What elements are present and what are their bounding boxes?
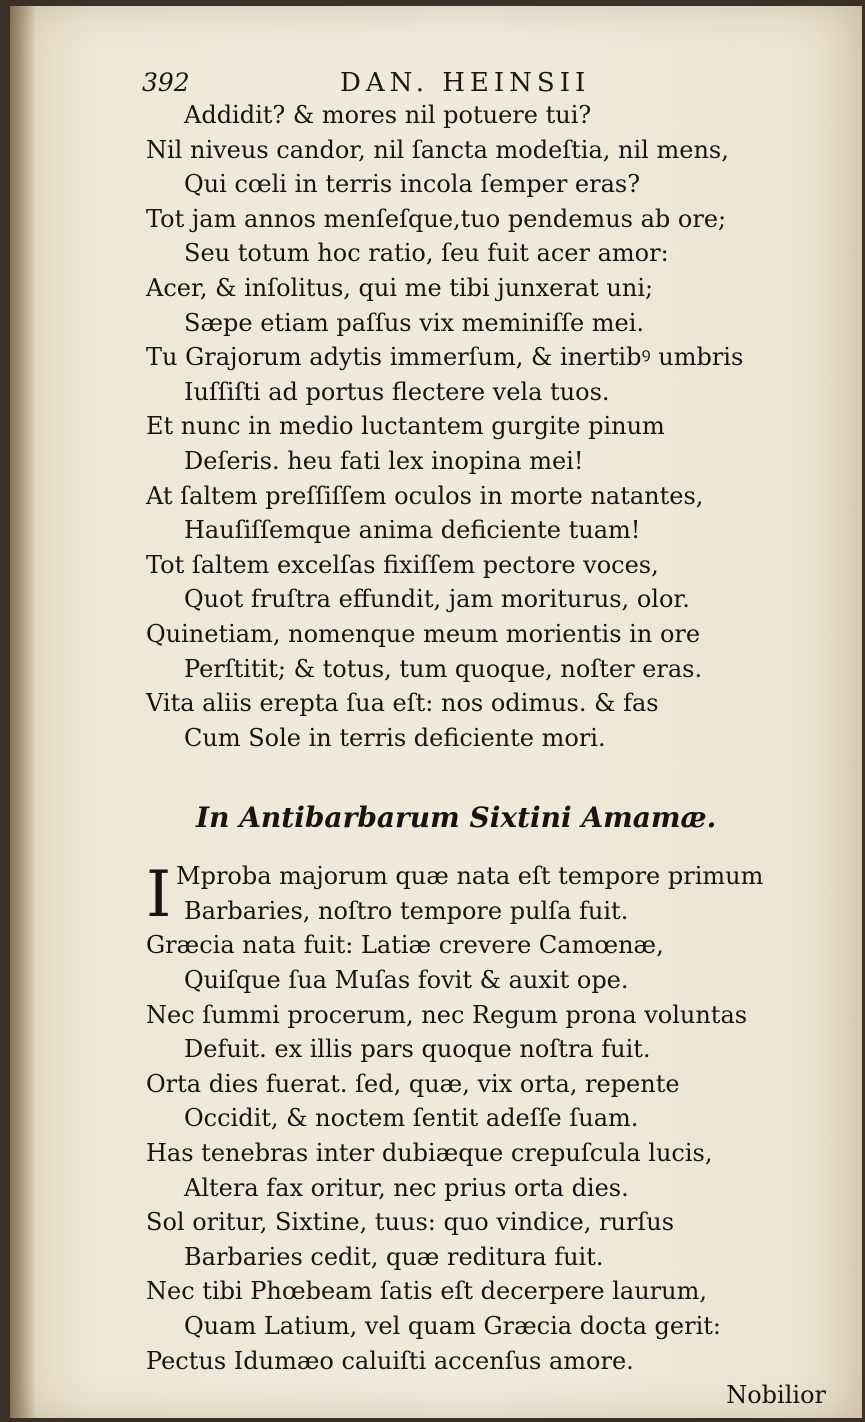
verse-line: Pectus Idumæo caluiſti accenſus amore. — [146, 1346, 634, 1375]
verse-line: Quinetiam, nomenque meum morientis in ore — [146, 619, 701, 648]
verse-line: Græcia nata fuit: Latiæ crevere Camœnæ, — [146, 931, 664, 960]
verse-line: Defuit. ex illis pars quoque noſtra fuit. — [184, 1035, 651, 1064]
first-line-text: Mproba majorum quæ nata eſt tempore primum — [176, 862, 764, 891]
verse-line: Has tenebras inter dubiæque crepuſcula lucis, — [146, 1139, 713, 1168]
verse-line: Et nunc in medio luctantem gurgite pinum — [146, 412, 665, 441]
catchword: Nobilior — [726, 1381, 826, 1410]
verse-line: Occidit, & noctem ſentit adeſſe ſuam. — [184, 1104, 639, 1133]
page-number: 392 — [142, 68, 190, 97]
verse-line: Nil niveus candor, nil ſancta modeſtia, nil mens, — [146, 135, 729, 164]
running-head — [142, 68, 702, 98]
verse-line: At ſaltem preſſiſſem oculos in morte natantes, — [146, 481, 704, 510]
drop-cap: I — [146, 858, 172, 933]
verse-line: Quot fruſtra effundit, jam moriturus, olor. — [184, 585, 690, 614]
verse-line: Iuſſiſti ad portus flectere vela tuos. — [184, 377, 610, 406]
verse-line: Deſeris. heu fati lex inopina mei! — [184, 446, 584, 475]
verse-line: Barbaries, noſtro tempore pulſa fuit. — [184, 896, 629, 925]
verse-line: Cum Sole in terris deficiente mori. — [184, 723, 606, 752]
verse-line: Nec ſummi procerum, nec Regum prona voluntas — [146, 1000, 748, 1029]
verse-line: Hauſiſſemque anima deficiente tuam! — [184, 516, 641, 545]
verse-line: Orta dies fuerat. ſed, quæ, vix orta, repente — [146, 1069, 680, 1098]
verse-line: Altera fax oritur, nec prius orta dies. — [184, 1173, 629, 1202]
verse-line: Tu Grajorum adytis immerſum, & inertibꝰ umbris — [146, 343, 744, 372]
poem-title: In Antibarbarum Sixtini Amamæ. — [196, 801, 717, 835]
verse-line: Addidit? & mores nil potuere tui? — [184, 101, 592, 129]
text-block — [146, 98, 846, 1413]
running-head-title: DAN. HEINSII — [340, 68, 591, 98]
verse-line: Quiſque ſua Muſas fovit & auxit ope. — [184, 966, 629, 995]
verse-line: Vita aliis erepta ſua eſt: nos odimus. & fas — [146, 689, 659, 718]
verse-line: Tot jam annos menſeſque,tuo pendemus ab ore; — [146, 204, 727, 233]
verse-line: Acer, & inſolitus, qui me tibi junxerat uni; — [146, 273, 654, 302]
verse-line: Sæpe etiam paſſus vix meminiſſe mei. — [184, 308, 645, 337]
verse-line: Nec tibi Phœbeam ſatis eſt decerpere laurum, — [146, 1277, 707, 1306]
verse-line: Quam Latium, vel quam Græcia docta gerit: — [184, 1312, 721, 1340]
verse-line: Seu totum hoc ratio, ſeu fuit acer amor: — [184, 239, 669, 268]
verse-line: Perſtitit; & totus, tum quoque, noſter eras. — [184, 654, 703, 683]
verse-line: Sol oritur, Sixtine, tuus: quo vindice, rurſus — [146, 1208, 675, 1237]
verse-line: Tot ſaltem excelſas fixiſſem pectore voces, — [146, 550, 659, 579]
book-page — [10, 6, 862, 1418]
verse-line: Qui cœli in terris incola ſemper eras? — [184, 170, 641, 199]
verse-line: Barbaries cedit, quæ reditura fuit. — [184, 1242, 604, 1271]
